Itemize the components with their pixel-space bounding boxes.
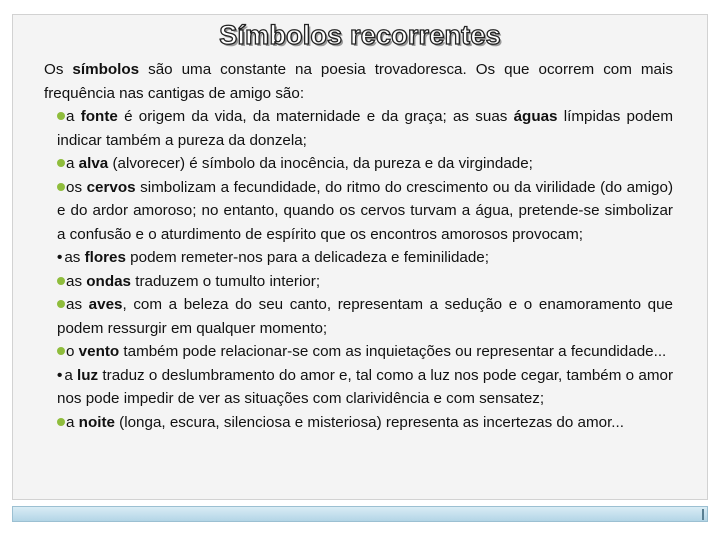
list-item-ondas xyxy=(44,270,673,294)
list-item-vento xyxy=(44,340,673,364)
list-item-fonte xyxy=(44,105,673,152)
item-prefix: a xyxy=(66,108,81,125)
slide-title: Símbolos recorrentes xyxy=(219,20,501,50)
item-keyword: noite xyxy=(78,413,115,431)
item-text-2: límpidas podem indicar também a pureza da donzela; xyxy=(57,108,673,149)
item-text: , com a beleza do seu canto, representam a sedução e o enamoramento que podem ressurgir em qualquer momento; xyxy=(57,296,673,337)
bullet-icon xyxy=(57,183,65,191)
intro-text-1: Os xyxy=(44,61,73,78)
list-item-cervos xyxy=(44,176,673,247)
bottom-bar xyxy=(12,506,708,522)
bullet-dot-icon: • xyxy=(57,366,63,384)
item-prefix: as xyxy=(64,249,85,266)
item-prefix: a xyxy=(66,155,79,172)
item-text: também pode relacionar-se com as inquietações ou representar a fecundidade... xyxy=(119,343,667,360)
item-keyword: ondas xyxy=(86,272,131,290)
item-keyword: cervos xyxy=(86,178,136,196)
item-text: (alvorecer) é símbolo da inocência, da pureza e da virgindade; xyxy=(108,155,533,172)
item-keyword-2: águas xyxy=(513,108,558,125)
list-item-alva xyxy=(44,152,673,176)
bullet-dot-icon: • xyxy=(57,249,63,266)
item-text: (longa, escura, silenciosa e misteriosa) representa as incertezas do amor... xyxy=(114,413,624,431)
item-text: simbolizam a fecundidade, do ritmo do crescimento ou da virilidade (do amigo) e do ardor amoroso; no entanto, quando os cervos turvam a água, pretende-se simbolizar a confusão e o aturdimento de espírito que os encontros amorosos provocam; xyxy=(57,178,673,243)
list-item-noite xyxy=(44,411,673,435)
bullet-icon xyxy=(57,418,65,426)
item-prefix: a xyxy=(64,366,78,384)
item-prefix: a xyxy=(66,413,79,431)
item-prefix: as xyxy=(66,296,89,313)
item-keyword: aves xyxy=(88,296,123,313)
item-prefix: as xyxy=(66,272,87,290)
item-keyword: flores xyxy=(84,249,126,266)
list-item-flores xyxy=(44,246,673,270)
item-keyword: luz xyxy=(77,366,99,384)
item-text: podem remeter-nos para a delicadeza e feminilidade; xyxy=(125,249,489,266)
list-item-aves xyxy=(44,293,673,340)
item-prefix: os xyxy=(66,178,87,196)
bullet-icon xyxy=(57,300,65,308)
intro-bold: símbolos xyxy=(72,61,140,78)
list-item-luz xyxy=(44,364,673,411)
item-keyword: fonte xyxy=(80,108,118,125)
item-text: traduz o deslumbramento do amor e, tal como a luz nos pode cegar, também o amor nos pode impedir de ver as situações com clarividência e com sensatez; xyxy=(57,366,673,407)
item-text: traduzem o tumulto interior; xyxy=(131,272,321,290)
slide-body xyxy=(44,58,673,434)
intro-text-2: são uma constante na poesia trovadoresca. Os que ocorrem com mais frequência nas cantigas de amigo são: xyxy=(44,61,673,102)
item-keyword: alva xyxy=(78,155,109,172)
bar-tick-mark xyxy=(702,509,704,520)
intro-paragraph xyxy=(44,58,673,105)
item-prefix: o xyxy=(66,343,79,360)
bullet-icon xyxy=(57,159,65,167)
bullet-icon xyxy=(57,112,65,120)
bullet-icon xyxy=(57,277,65,285)
bullet-icon xyxy=(57,347,65,355)
item-keyword: vento xyxy=(78,343,120,360)
item-text: é origem da vida, da maternidade e da graça; as suas xyxy=(117,108,514,125)
